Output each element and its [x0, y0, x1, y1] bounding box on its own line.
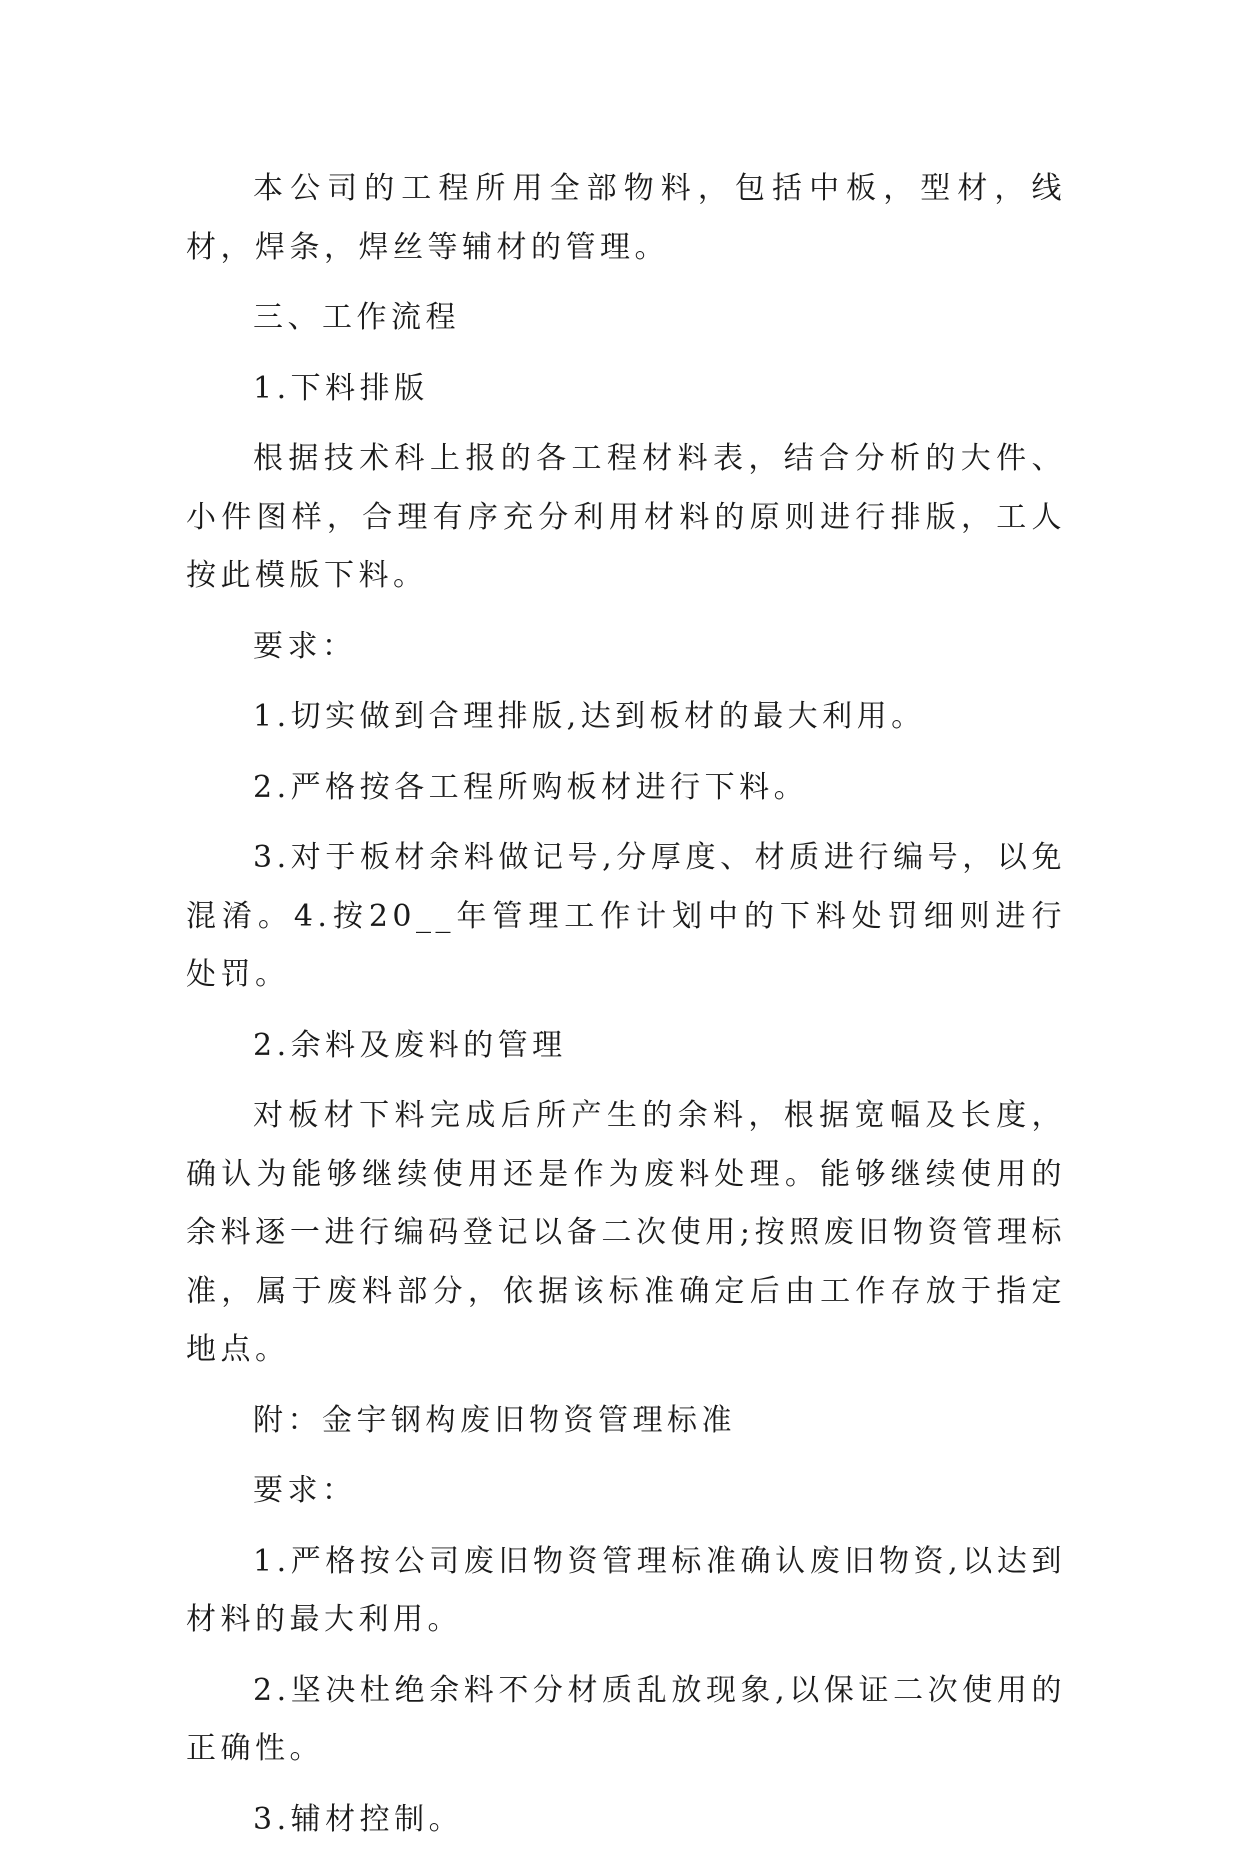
label-requirements: 要求： — [253, 1473, 357, 1508]
appendix-note: 附：金宇钢构废旧物资管理标准 — [253, 1402, 736, 1438]
list-item: 3.对于板材余料做记号,分厚度、材质进行编号，以免混淆。4.按20__年管理工作计划中的下料处罚细则进行处罚。 — [186, 840, 1066, 992]
list-item: 2.严格按各工程所购板材进行下料。 — [253, 769, 809, 805]
document-body — [186, 160, 1066, 1861]
heading-work-process: 三、工作流程 — [253, 300, 460, 335]
paragraph-scope: 本公司的工程所用全部物料，包括中板，型材，线材，焊条，焊丝等辅材的管理。 — [186, 171, 1066, 265]
subheading-cutting-layout: 1.下料排版 — [253, 370, 429, 406]
list-item: 1.严格按公司废旧物资管理标准确认废旧物资,以达到材料的最大利用。 — [186, 1543, 1066, 1637]
subheading-scrap-management: 2.余料及废料的管理 — [253, 1027, 567, 1063]
paragraph-cutting-layout: 根据技术科上报的各工程材料表，结合分析的大件、小件图样，合理有序充分利用材料的原则进行排版，工人按此模版下料。 — [186, 441, 1066, 593]
list-item: 3.辅材控制。 — [253, 1801, 464, 1837]
list-item: 1.切实做到合理排版,达到板材的最大利用。 — [253, 699, 926, 734]
label-requirements: 要求： — [253, 628, 357, 664]
list-item: 2.坚决杜绝余料不分材质乱放现象,以保证二次使用的正确性。 — [186, 1672, 1066, 1766]
paragraph-scrap-management: 对板材下料完成后所产生的余料，根据宽幅及长度，确认为能够继续使用还是作为废料处理。能够继续使用的余料逐一进行编码登记以备二次使用;按照废旧物资管理标准，属于废料部分，依据该标准确定后由工作存放于指定地点。 — [186, 1098, 1066, 1367]
